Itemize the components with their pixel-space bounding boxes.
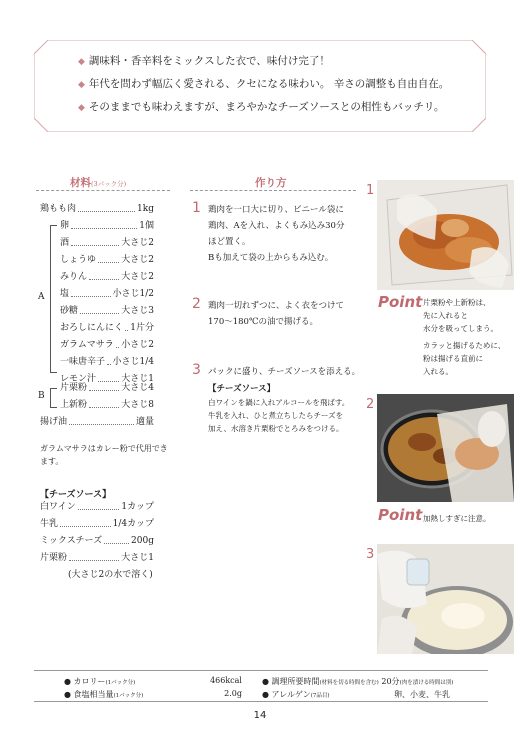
group-a-label: A — [38, 292, 45, 302]
sauce-note: (大さじ2の水で溶く) — [68, 570, 153, 580]
ingredient-note: ガラムマサラはカレー粉で代用できます。 — [40, 444, 168, 466]
sauce-ingredient-row: 牛乳 1/4カップ — [40, 519, 154, 529]
photo-number: 1 — [366, 183, 375, 198]
diamond-icon: ◆ — [78, 103, 85, 113]
sauce-ingredient-row: 白ワイン 1カップ — [40, 502, 154, 512]
ingredient-row: 卵 1個 — [60, 221, 154, 231]
ingredient-row: 塩 小さじ1/2 — [60, 289, 154, 299]
sauce-line: 加え、水溶き片栗粉でとろみをつける。 — [208, 424, 344, 433]
highlight-list — [78, 50, 478, 119]
sauce-heading: 【チーズソース】 — [208, 384, 276, 394]
step-line: ほど置く。 — [208, 237, 251, 247]
salt-value: 2.0g — [224, 689, 242, 698]
ingredients-title: 材料(3パック分) — [70, 177, 127, 189]
step-line: 鶏肉を一口大に切り、ビニール袋に — [208, 205, 344, 215]
diamond-icon: ◆ — [78, 57, 85, 67]
step-line: Bも加えて袋の上からもみ込む。 — [208, 253, 334, 263]
salt-label: ● 食塩相当量(1パック分) — [64, 690, 144, 699]
step-line: 鶏肉一切れずつに、よく衣をつけて — [208, 301, 345, 311]
sauce-ingredient-row: 片栗粉 大さじ1 — [40, 553, 154, 563]
cook-time: ● 調理所要時間(材料を切る時間を含む) 20分(肉を漬ける時間は別) — [262, 677, 454, 686]
ingredient-row: みりん 大さじ2 — [60, 272, 154, 282]
bag-marinating-photo — [377, 180, 514, 290]
sauce-line: 牛乳を入れ、ひと煮立ちしたらチーズを — [208, 411, 344, 420]
calorie-value: 466kcal — [210, 676, 242, 685]
group-b-bracket — [50, 388, 57, 408]
method-step-3 — [192, 364, 362, 435]
group-a-bracket — [50, 225, 57, 373]
method-divider — [190, 190, 356, 191]
method-step-1 — [192, 202, 362, 266]
sauce-line: 白ワインを鍋に入れアルコールを飛ばす。 — [208, 398, 350, 407]
page-number: 14 — [253, 710, 267, 721]
step-line: 鶏肉、Aを入れ、よくもみ込み30分 — [208, 221, 345, 231]
ingredients-divider — [36, 190, 170, 191]
highlight-item: ◆ そのままでも味わえますが、まろやかなチーズソースとの相性もバッチリ。 — [78, 101, 445, 113]
ingredient-row: 揚げ油 適量 — [40, 417, 154, 427]
photo-number: 3 — [366, 547, 375, 562]
highlight-item: ◆ 年代を問わず幅広く愛される、クセになる味わい。 辛さの調整も自由自在。 — [78, 78, 450, 90]
ingredient-row: 砂糖 大さじ3 — [60, 306, 154, 316]
method-title: 作り方 — [255, 177, 287, 189]
allergen-label: ● アレルゲン(7品目) — [262, 690, 330, 699]
photo-number: 2 — [366, 397, 375, 412]
allergen-value: 卵、小麦、牛乳 — [394, 690, 450, 699]
step-line: パックに盛り、チーズソースを添える。 — [208, 367, 361, 377]
frying-pan-photo — [377, 394, 514, 502]
saucepan-pouring-photo — [377, 544, 514, 654]
point-label: Point — [378, 506, 423, 524]
step-number: 2 — [192, 296, 201, 312]
ingredient-row: しょうゆ 大さじ2 — [60, 255, 154, 265]
ingredient-row: 上新粉 大さじ8 — [60, 400, 154, 410]
ingredient-row: レモン汁 大さじ1 — [60, 374, 154, 384]
ingredient-row: 片栗粉 大さじ4 — [60, 383, 154, 393]
sauce-ingredient-row: ミックスチーズ 200g — [40, 536, 154, 546]
ingredient-row: ガラムマサラ 小さじ2 — [60, 340, 154, 350]
highlight-box — [34, 40, 486, 132]
highlight-item: ◆ 調味料・香辛料をミックスした衣で、味付け完了！ — [78, 55, 330, 67]
step-number: 1 — [192, 200, 201, 216]
step-number: 3 — [192, 362, 201, 378]
ingredient-row: 鶏もも肉 1kg — [40, 204, 154, 214]
method-step-2 — [192, 298, 362, 330]
calorie-label: ● カロリー(1パック分) — [64, 677, 136, 686]
ingredient-row: おろしにんにく 1片分 — [60, 323, 154, 333]
point-text: 加熱しすぎに注意。 — [423, 514, 491, 523]
group-b-label: B — [38, 391, 45, 401]
ingredient-row: 酒 大さじ2 — [60, 238, 154, 248]
nutrition-footer — [34, 670, 488, 702]
diamond-icon: ◆ — [78, 80, 85, 90]
sauce-title: 【チーズソース】 — [40, 490, 112, 500]
point-label: Point — [378, 293, 423, 311]
ingredient-row: 一味唐辛子 小さじ1/4 — [60, 357, 154, 367]
step-line: 170～180℃の油で揚げる。 — [208, 317, 318, 327]
point-text: 片栗粉や上新粉は、 先に入れると 水分を吸ってしまう。 カラッと揚げるために、 粉は揚げる直前に 入れる。 — [423, 298, 506, 376]
